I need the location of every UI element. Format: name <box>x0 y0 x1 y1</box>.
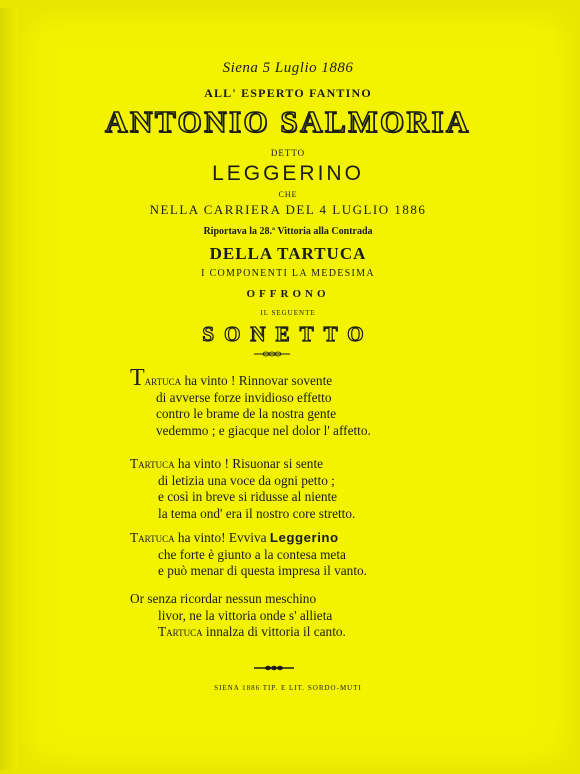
imprint: SIENA 1886 TIP. E LIT. SORDO-MUTI <box>214 684 362 692</box>
poem-line: contro le brame de la nostra gente <box>156 406 337 421</box>
poem-line: che forte è giunto a la contesa meta <box>158 546 346 562</box>
poem-line <box>130 365 371 391</box>
poem-line: livor, ne la vittoria onde s' allieta <box>158 607 333 623</box>
seguente-label: IL SEGUENTE <box>260 309 316 317</box>
poem-line: di letizia una voce da ogni petto ; <box>158 472 335 488</box>
offrono-line: OFFRONO <box>246 288 330 300</box>
jockey-name: ANTONIO SALMORIA <box>105 104 471 139</box>
poem-text: innalza di vittoria il canto. <box>202 624 346 639</box>
stanza-2 <box>130 456 355 522</box>
sonetto-title: SONETTO <box>202 322 374 346</box>
poem-line: vedemmo ; e giacque nel dolor l' affetto. <box>156 422 371 438</box>
leggerino-word: Leggerino <box>269 530 339 545</box>
poem-line <box>130 456 355 473</box>
poem-text: ha vinto ! Rinnovar sovente <box>181 373 333 388</box>
poem-text: ha vinto ! Risuonar si sente <box>174 456 324 471</box>
drop-cap: T <box>130 365 145 391</box>
race-line: NELLA CARRIERA DEL 4 LUGLIO 1886 <box>149 202 427 217</box>
dedication-line: ALL' ESPERTO FANTINO <box>204 86 372 100</box>
contrada-name: DELLA TARTUCA <box>209 244 367 263</box>
poem-line: Or senza ricordar nessun meschino <box>130 591 317 606</box>
ornament-divider-top <box>254 350 290 358</box>
stanza-3 <box>130 530 367 580</box>
detto-label: DETTO <box>270 148 306 158</box>
tartuca-word: Tartuca <box>158 624 203 639</box>
poem-line <box>130 530 367 547</box>
componenti-line: I COMPONENTI LA MEDESIMA <box>201 268 375 279</box>
tartuca-word: Tartuca <box>130 530 175 545</box>
poem-line: e così in breve si ridusse al niente <box>158 489 338 504</box>
date-line: Siena 5 Luglio 1886 <box>222 60 354 76</box>
che-label: CHE <box>278 190 298 199</box>
ornament-divider-bottom <box>254 664 294 672</box>
tartuca-word: artuca <box>144 373 182 388</box>
poem-line: la tema ond' era il nostro core stretto. <box>158 505 356 521</box>
tartuca-word: Tartuca <box>130 456 175 471</box>
stanza-1 <box>130 365 371 439</box>
scan-edge <box>0 8 18 770</box>
victory-line: Riportava la 28.ª Vittoria alla Contrada <box>203 226 373 237</box>
stanza-4 <box>130 591 346 641</box>
poem-line: di avverse forze invidioso effetto <box>156 389 332 405</box>
poem-line <box>130 624 346 641</box>
poem-line: e può menar di questa impresa il vanto. <box>158 563 367 578</box>
poem-text: ha vinto! Evviva <box>174 530 270 545</box>
nickname: LEGGERINO <box>212 162 364 185</box>
